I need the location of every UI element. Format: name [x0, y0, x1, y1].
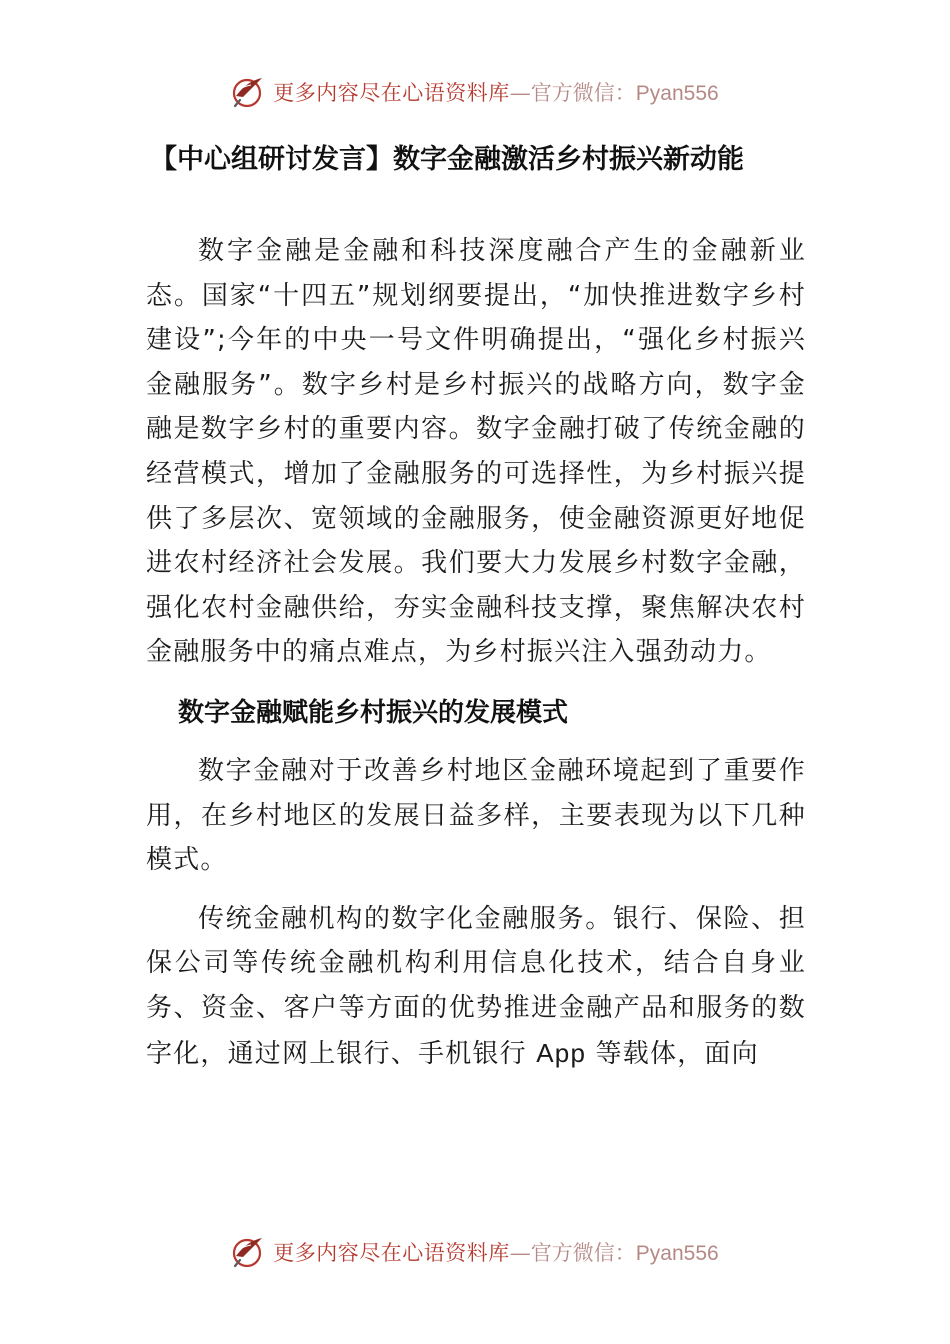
section-heading: 数字金融赋能乡村振兴的发展模式	[178, 697, 569, 728]
paragraph-traditional-institutions	[146, 897, 806, 1076]
wechat-separator-label: —官方微信：	[509, 1241, 636, 1265]
brand-text: 更多内容尽在心语资料库	[273, 81, 510, 105]
footer-banner	[0, 1230, 950, 1274]
quill-pen-logo-icon	[231, 1235, 265, 1269]
wechat-id: Pyan556	[635, 1242, 719, 1265]
wechat-label	[510, 77, 719, 107]
paragraph-text-part-2: 等载体，面向	[586, 1038, 759, 1069]
paragraph-text-part-1: 传统金融机构的数字化金融服务。银行、保险、担保公司等传统金融机构利用信息化技术，结合自身业务、资金、客户等方面的优势推进金融产品和服务的数字化，通过网上银行、手机银行	[146, 903, 806, 1069]
document-body	[146, 229, 806, 1076]
document-title: 【中心组研讨发言】数字金融激活乡村振兴新动能	[150, 144, 744, 175]
paragraph-modes-intro: 数字金融对于改善乡村地区金融环境起到了重要作用，在乡村地区的发展日益多样，主要表现为以下几种模式。	[146, 755, 806, 876]
paragraph-intro: 数字金融是金融和科技深度融合产生的金融新业态。国家“十四五”规划纲要提出，“加快推进数字乡村建设”;今年的中央一号文件明确提出，“强化乡村振兴金融服务”。数字乡村是乡村振兴的战略方向，数字金融是数字乡村的重要内容。数字金融打破了传统金融的经营模式，增加了金融服务的可选择性，为乡村振兴提供了多层次、宽领域的金融服务，使金融资源更好地促进农村经济社会发展。我们要大力发展乡村数字金融，强化农村金融供给，夯实金融科技支撑，聚焦解决农村金融服务中的痛点难点，为乡村振兴注入强劲动力。	[146, 236, 806, 668]
wechat-separator-label: —官方微信：	[509, 81, 636, 105]
app-term: App	[536, 1037, 587, 1068]
header-banner	[0, 70, 950, 114]
wechat-label	[510, 1237, 719, 1267]
quill-pen-logo-icon	[231, 75, 265, 109]
brand-text: 更多内容尽在心语资料库	[273, 1241, 510, 1265]
wechat-id: Pyan556	[635, 82, 719, 105]
